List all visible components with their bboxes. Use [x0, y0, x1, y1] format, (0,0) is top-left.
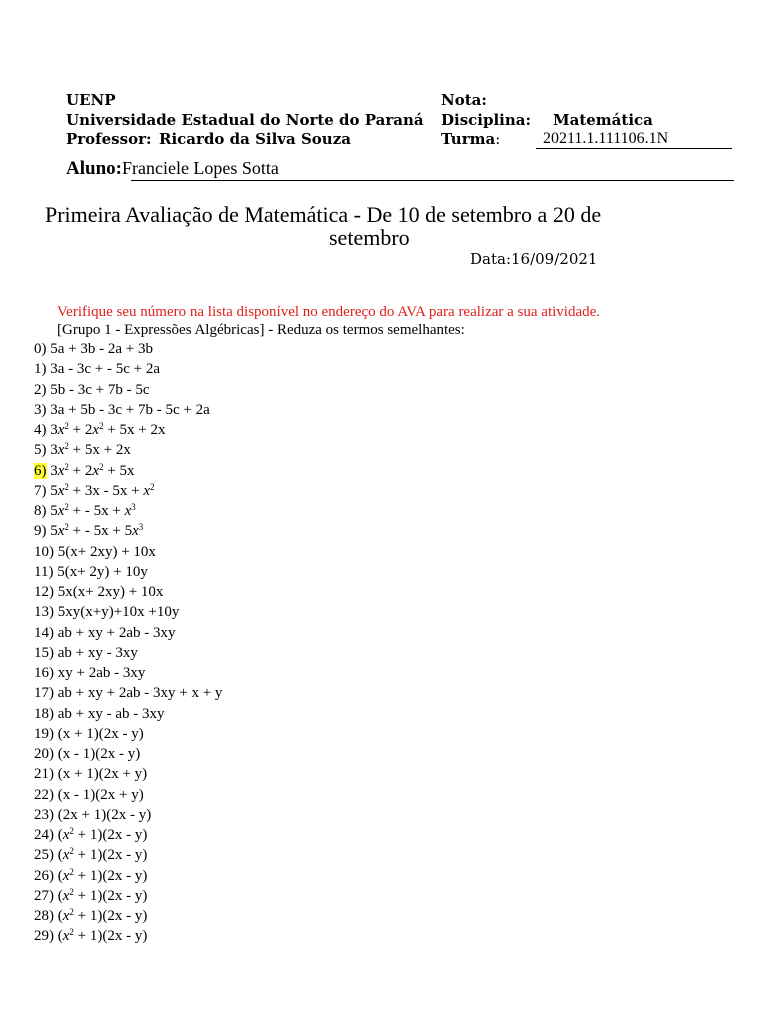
exercise-item — [34, 340, 153, 359]
nota-label: Nota: — [441, 91, 487, 109]
exercise-expression: 5xy(x+y)+10x +10y — [57, 604, 180, 621]
exercise-item — [34, 725, 144, 744]
exercise-expression: $(x^2 + 1)(2x - y)$ — [57, 826, 148, 843]
exercise-number: 5) — [34, 442, 47, 459]
exponent: 2 — [69, 866, 74, 877]
exercise-item — [34, 583, 163, 602]
exponent: 3 — [131, 502, 136, 512]
exponent: 2 — [69, 846, 74, 857]
page-title-line2: setembro — [329, 225, 410, 250]
exercise-item — [34, 644, 138, 663]
exponent: 3 — [138, 522, 144, 533]
variable-x: x — [62, 847, 70, 864]
exercise-expression: $(x^2 + 1)(2x - y)$ — [57, 907, 148, 924]
variable-x: x — [57, 482, 65, 499]
aluno-row — [66, 156, 279, 181]
exercise-number: 10) — [34, 543, 54, 560]
exercise-number: 7) — [34, 482, 47, 499]
exercise-item — [34, 786, 144, 805]
exponent: 2 — [64, 502, 69, 512]
exercise-number: 26) — [34, 867, 54, 884]
exercise-number: 19) — [34, 725, 54, 742]
exercise-item — [34, 765, 147, 784]
variable-x: x — [62, 887, 70, 904]
turma-colon: : — [495, 130, 501, 148]
exercise-number: 17) — [34, 685, 54, 702]
exercise-item — [34, 543, 156, 562]
exercise-expression: $5x^2$ + - $5x + 5x^3$ — [50, 522, 144, 540]
exercise-number: 13) — [34, 604, 54, 621]
exercise-expression: (x + 1)(2x + y) — [57, 766, 148, 783]
exercise-expression: $(x^2 + 1)(2x - y)$ — [57, 886, 148, 904]
exponent: 2 — [69, 826, 74, 836]
exercise-expression: (x - 1)(2x + y) — [57, 786, 144, 803]
exercise-number: 12) — [34, 584, 54, 600]
exercise-item — [34, 867, 147, 886]
exponent: 2 — [99, 461, 104, 472]
exercise-item — [34, 826, 147, 845]
exponent: 2 — [69, 927, 74, 938]
exercise-item — [34, 745, 140, 764]
disciplina-value: Matemática — [553, 111, 653, 129]
exercise-item — [34, 664, 145, 683]
variable-x: x — [143, 482, 151, 499]
exercise-item — [34, 381, 150, 400]
exercise-number: 18) — [34, 705, 54, 722]
exercise-expression: 5b - 3c + 7b - 5c — [50, 381, 150, 398]
exercise-expression: $3x^2 + 2x^2 + 5x$ — [50, 461, 135, 479]
exercise-expression: (x + 1)(2x - y) — [57, 725, 144, 742]
exercise-expression: (2x + 1)(2x - y) — [57, 806, 152, 823]
turma-label-text: Turma — [441, 130, 496, 148]
variable-x: x — [62, 908, 70, 924]
exercise-expression: 5(x+ 2xy) + 10x — [57, 543, 156, 560]
exponent: 2 — [64, 441, 69, 452]
exercise-number: 6) — [34, 462, 47, 479]
page-title-line1: Primeira Avaliação de Matemática - De 10 de setembro a 20 de — [45, 202, 602, 227]
exercise-item — [34, 421, 165, 440]
exercise-expression: $5x^2$ + - $5x + x^3$ — [50, 502, 136, 519]
exercise-number: 28) — [34, 908, 54, 924]
variable-x: x — [92, 462, 100, 479]
exercise-expression: (x - 1)(2x - y) — [57, 746, 141, 762]
exercise-number: 15) — [34, 644, 54, 661]
exercise-expression: $(x^2 + 1)(2x - y)$ — [57, 866, 148, 884]
exercise-expression: 5a + 3b - 2a + 3b — [50, 341, 153, 357]
exercise-item — [34, 624, 175, 643]
exercise-number: 8) — [34, 503, 47, 519]
exercise-number: 22) — [34, 786, 54, 803]
exercise-expression: xy + 2ab - 3xy — [57, 665, 146, 681]
exercise-number: 0) — [34, 341, 47, 357]
exercise-number: 21) — [34, 766, 54, 783]
exercise-item — [34, 360, 160, 379]
exercise-item — [34, 482, 155, 501]
exponent: 2 — [69, 907, 74, 917]
variable-x: x — [62, 928, 70, 945]
exercise-item — [34, 522, 143, 541]
exercise-number: 2) — [34, 381, 47, 398]
exercise-item — [34, 684, 222, 703]
exam-date: Data:16/09/2021 — [470, 250, 598, 268]
professor-label: Professor: — [66, 130, 152, 148]
exercise-number: 23) — [34, 806, 54, 823]
exercise-expression: ab + xy + 2ab - 3xy + x + y — [57, 685, 223, 702]
exercise-expression: 3a - 3c + - 5c + 2a — [50, 361, 161, 378]
exercise-expression: $3x^2 + 2x^2 + 5x + 2x$ — [50, 421, 166, 438]
exponent: 2 — [69, 886, 74, 897]
exercise-item — [34, 907, 147, 926]
professor-value: Ricardo da Silva Souza — [159, 130, 351, 148]
exercise-item — [34, 927, 147, 946]
exercise-item — [34, 887, 147, 906]
exercise-item — [34, 846, 147, 865]
exponent: 2 — [64, 461, 69, 472]
group-heading: [Grupo 1 - Expressões Algébricas] - Reduza os termos semelhantes: — [57, 322, 465, 338]
exercise-number: 3) — [34, 401, 47, 418]
exercise-item — [34, 401, 210, 420]
exercise-number: 24) — [34, 827, 54, 843]
exercise-number: 29) — [34, 928, 54, 945]
exercise-number: 16) — [34, 665, 54, 681]
exercise-item — [34, 806, 151, 825]
exercise-number: 14) — [34, 624, 54, 641]
exercise-number: 25) — [34, 847, 54, 864]
disciplina-label: Disciplina: — [441, 111, 532, 129]
exponent: 2 — [99, 421, 104, 431]
exercise-expression: ab + xy - ab - 3xy — [57, 705, 165, 722]
exercise-expression: $3x^2 + 5x + 2x$ — [50, 441, 131, 459]
variable-x: x — [132, 523, 139, 540]
variable-x: x — [57, 462, 65, 479]
exercise-item — [34, 705, 165, 724]
variable-x: x — [57, 503, 65, 519]
instruction-text: Verifique seu número na lista disponível no endereço do AVA para realizar a sua atividade. — [57, 304, 601, 320]
exercise-expression: ab + xy + 2ab - 3xy — [57, 624, 176, 641]
variable-x: x — [124, 503, 132, 519]
exponent: 2 — [64, 522, 69, 533]
exponent: 2 — [64, 421, 69, 431]
variable-x: x — [62, 827, 70, 843]
exercise-item — [34, 441, 131, 460]
exercise-expression: 5x(x+ 2xy) + 10x — [57, 584, 164, 600]
exponent: 2 — [150, 481, 155, 492]
exercise-expression: ab + xy - 3xy — [57, 644, 138, 661]
exercise-expression: 5(x+ 2y) + 10y — [57, 563, 148, 580]
institution-short: UENP — [66, 91, 116, 109]
variable-x: x — [62, 867, 70, 884]
exponent: 2 — [64, 481, 69, 492]
exercise-number: 27) — [34, 887, 54, 904]
exercise-item — [34, 563, 148, 582]
exercise-number: 9) — [34, 523, 47, 540]
aluno-value: Franciele Lopes Sotta — [121, 158, 279, 178]
exercise-number: 11) — [34, 563, 54, 580]
institution-full: Universidade Estadual do Norte do Paraná — [66, 111, 424, 129]
aluno-label: Aluno: — [66, 158, 122, 179]
turma-label — [441, 131, 500, 148]
variable-x: x — [92, 422, 100, 438]
variable-x: x — [57, 422, 65, 438]
aluno-underline — [131, 180, 734, 181]
exercise-expression: $5x^2 + 3x - 5x + x^2$ — [50, 481, 155, 499]
exercise-item — [34, 603, 179, 622]
exercise-item — [34, 502, 136, 521]
variable-x: x — [57, 442, 65, 459]
exercise-number: 20) — [34, 746, 54, 762]
variable-x: x — [57, 523, 65, 540]
exercise-item — [34, 462, 135, 481]
exercise-number: 4) — [34, 422, 47, 438]
exercise-number: 1) — [34, 361, 47, 378]
turma-underline — [536, 148, 732, 149]
exercise-expression: $(x^2 + 1)(2x - y)$ — [57, 927, 148, 945]
exercise-expression: 3a + 5b - 3c + 7b - 5c + 2a — [50, 401, 210, 418]
exercise-expression: $(x^2 + 1)(2x - y)$ — [57, 846, 148, 864]
turma-value: 20211.1.111106.1N — [543, 130, 669, 147]
